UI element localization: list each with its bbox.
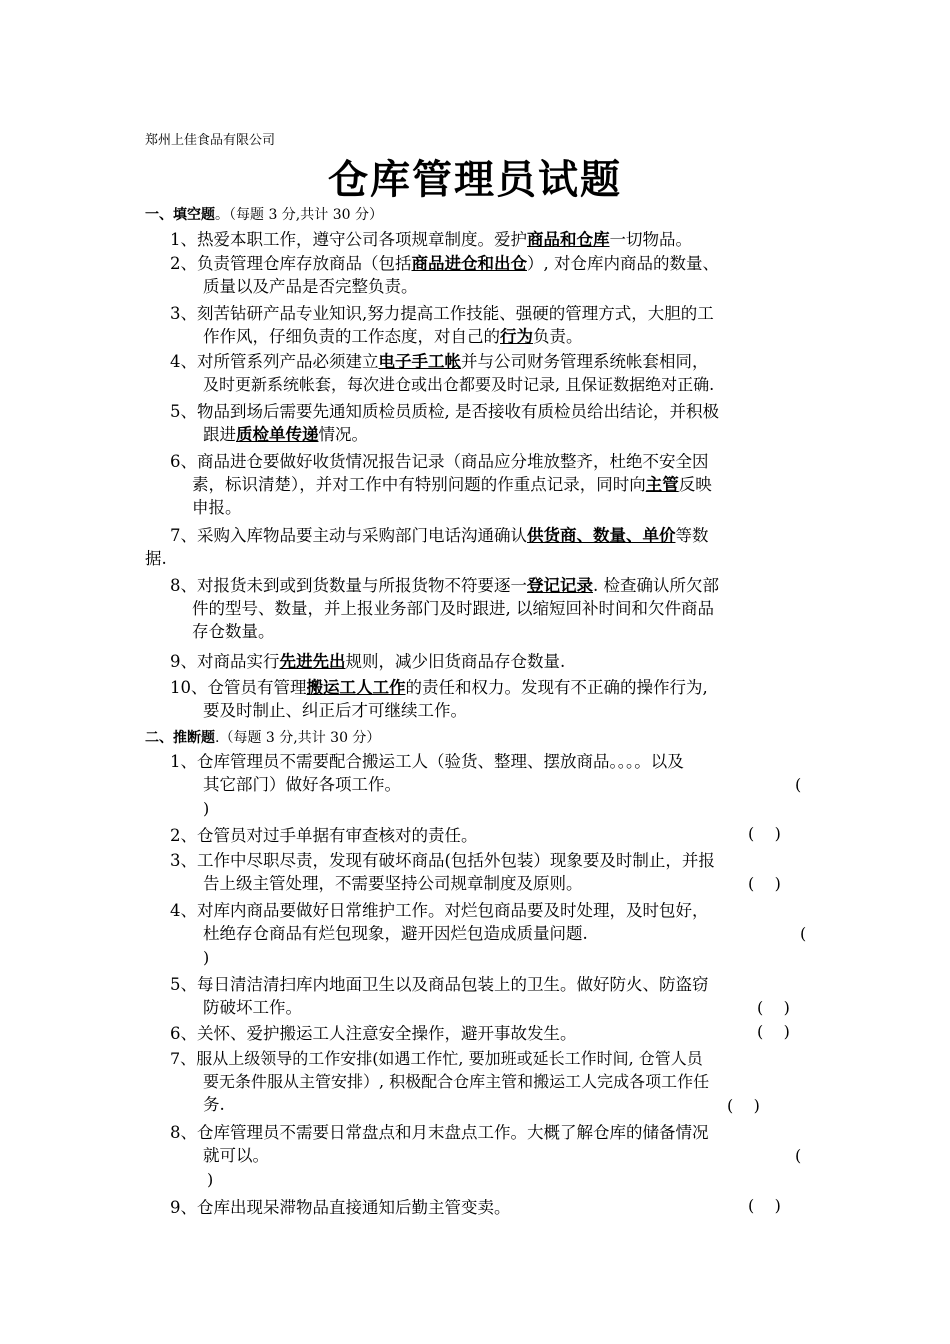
- answer: 电子手工帐: [378, 352, 461, 371]
- tf-question-4: 4、对库内商品要做好日常维护工作。对烂包商品要及时处理，及时包好， 杜绝存仓商品有烂包现象，避开因烂包造成质量问题.: [170, 901, 709, 943]
- answer: 商品进仓和出仓: [411, 254, 527, 273]
- answer-paren: ( ): [757, 1022, 790, 1041]
- tf-question-7: 7、服从上级领导的工作安排(如遇工作忙, 要加班或延长工作时间, 仓管人员 要无条件服从主管安排）, 积极配合仓库主管和搬运工人完成各项工作任 务.: [170, 1049, 710, 1114]
- fill-question-7: 7、采购入库物品要主动与采购部门电话沟通确认供货商、数量、单价等数 据.: [145, 526, 709, 568]
- fill-question-8: 8、对报货未到或到货数量与所报货物不符要逐一登记记录. 检查确认所欠部 件的型号、数量，并上报业务部门及时跟进, 以缩短回补时间和欠件商品 存仓数量。: [170, 576, 719, 641]
- answer: 先进先出: [279, 652, 346, 671]
- tf-question-1: 1、仓库管理员不需要配合搬运工人（验货、整理、摆放商品。。。。以及 其它部门）做好各项工作。: [170, 752, 684, 794]
- section-label: 二、推断题: [145, 730, 215, 746]
- fill-question-9: 9、对商品实行先进先出规则，减少旧货商品存仓数量.: [170, 652, 566, 671]
- answer: 供货商、数量、单价: [527, 526, 676, 545]
- tf-question-8: 8、仓库管理员不需要日常盘点和月末盘点工作。大概了解仓库的储备情况 就可以。: [170, 1123, 709, 1165]
- section-true-false-header: [145, 727, 380, 747]
- fill-question-3: 3、刻苦钻研产品专业知识,努力提高工作技能、强硬的管理方式，大胆的工 作作风，仔细负责的工作态度，对自己的行为负责。: [170, 304, 714, 346]
- company-name: 郑州上佳食品有限公司: [145, 133, 276, 148]
- answer-paren: ( ): [748, 824, 781, 843]
- tf-question-5: 5、每日清洁清扫库内地面卫生以及商品包装上的卫生。做好防火、防盗窃 防破坏工作。: [170, 975, 709, 1017]
- section-label: 一、填空题: [145, 207, 215, 223]
- answer-paren-close: ): [207, 1170, 214, 1189]
- fill-question-4: 4、对所管系列产品必须建立电子手工帐并与公司财务管理系统帐套相同， 及时更新系统帐套，每次进仓或出仓都要及时记录, 且保证数据绝对正确.: [170, 352, 715, 394]
- fill-question-2: 2、负责管理仓库存放商品（包括商品进仓和出仓）, 对仓库内商品的数量、 质量以及产品是否完整负责。: [170, 254, 719, 296]
- answer-paren: ( ): [748, 874, 781, 893]
- section-note: .（每题 3 分,共计 30 分）: [215, 730, 381, 746]
- tf-question-2: 2、仓管员对过手单据有审查核对的责任。: [170, 826, 478, 845]
- fill-question-5: 5、物品到场后需要先通知质检员质检, 是否接收有质检员给出结论，并积极 跟进质检单传递情况。: [170, 402, 719, 444]
- answer: 主管: [645, 475, 679, 494]
- answer: 行为: [500, 327, 533, 346]
- section-fill-in-header: [145, 204, 383, 224]
- fill-question-1: 1、热爱本职工作，遵守公司各项规章制度。爱护商品和仓库一切物品。: [170, 230, 692, 249]
- answer: 登记记录: [527, 576, 593, 595]
- tf-question-9: 9、仓库出现呆滞物品直接通知后勤主管变卖。: [170, 1198, 511, 1217]
- tf-question-6: 6、关怀、爱护搬运工人注意安全操作，避开事故发生。: [170, 1024, 577, 1043]
- answer-paren: ( ): [748, 1196, 781, 1215]
- answer: 搬运工人工作: [306, 678, 406, 697]
- answer-paren: ( ): [727, 1096, 760, 1115]
- answer-paren-close: ): [203, 948, 210, 967]
- answer-paren-close: ): [203, 799, 210, 818]
- answer: 商品和仓库: [527, 230, 610, 249]
- tf-question-3: 3、工作中尽职尽责，发现有破坏商品(包括外包装）现象要及时制止，并报 告上级主管处理，不需要坚持公司规章制度及原则。: [170, 851, 715, 893]
- answer-paren-open: (: [795, 775, 802, 794]
- answer-paren-open: (: [795, 1146, 802, 1165]
- section-note: 。（每题 3 分,共计 30 分）: [215, 207, 383, 223]
- answer-paren-open: (: [800, 924, 807, 943]
- page-title: 仓库管理员试题: [328, 157, 622, 203]
- answer: 质检单传递: [236, 425, 319, 444]
- fill-question-6: 6、商品进仓要做好收货情况报告记录（商品应分堆放整齐，杜绝不安全因 素，标识清楚），并对工作中有特别问题的作重点记录，同时向主管反映 申报。: [170, 452, 712, 517]
- answer-paren: ( ): [757, 998, 790, 1017]
- fill-question-10: 10、仓管员有管理搬运工人工作的责任和权力。发现有不正确的操作行为, 要及时制止、纠正后才可继续工作。: [170, 678, 708, 720]
